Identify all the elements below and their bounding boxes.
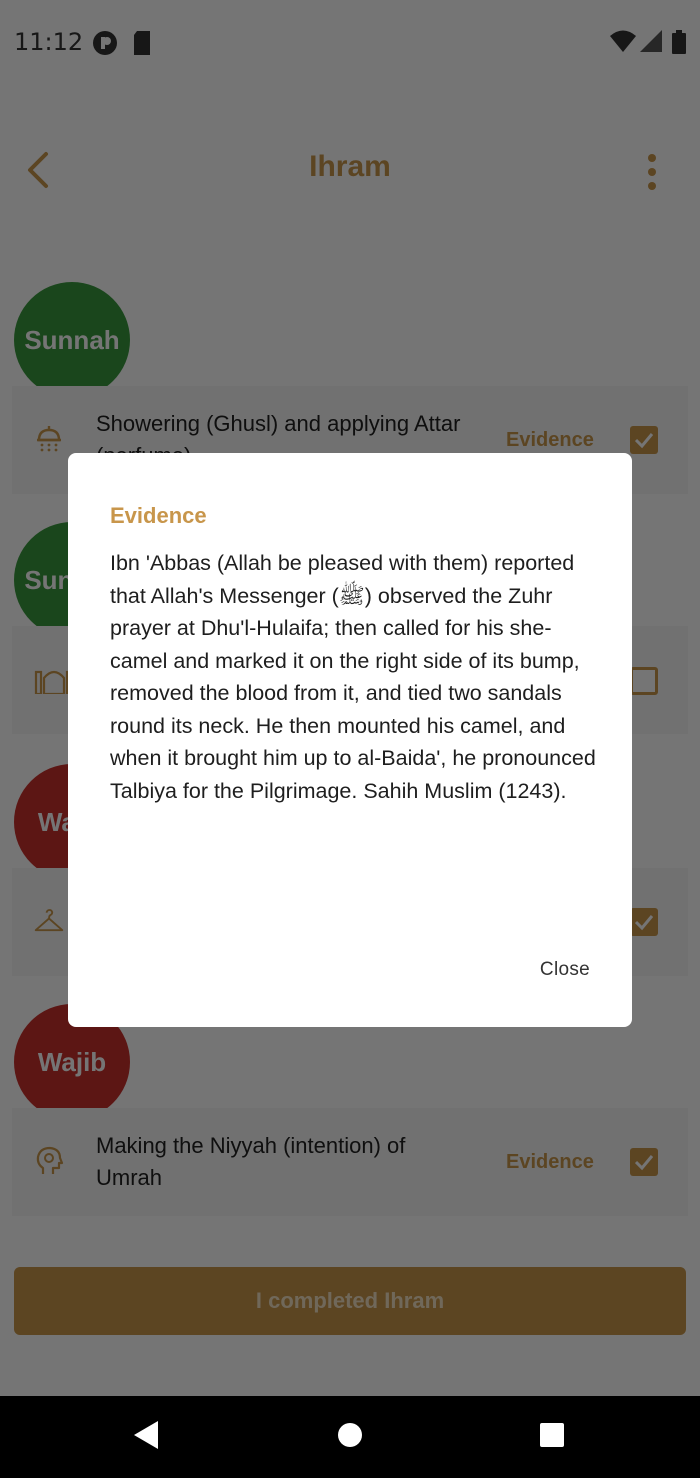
dialog-title: Evidence xyxy=(110,503,207,528)
system-nav-bar xyxy=(0,1396,700,1478)
nav-back-icon[interactable] xyxy=(132,1420,160,1450)
evidence-dialog xyxy=(68,453,632,1027)
nav-home-icon[interactable] xyxy=(337,1422,363,1448)
dialog-body: Ibn 'Abbas (Allah be pleased with them) reported that Allah's Messenger (ﷺ) observed the Zuhr prayer at Dhu'l-Hulaifa; then called for his she-camel and marked it on the right side of its bump, removed the blood from it, and tied two sandals round its neck. He then mounted his camel, and when it brought him up to al-Baida', he pronounced Talbiya for the Pilgrimage. Sahih Muslim (1243). xyxy=(110,551,596,803)
nav-recents-icon[interactable] xyxy=(539,1422,565,1448)
dialog-close-button[interactable]: Close xyxy=(539,959,590,980)
